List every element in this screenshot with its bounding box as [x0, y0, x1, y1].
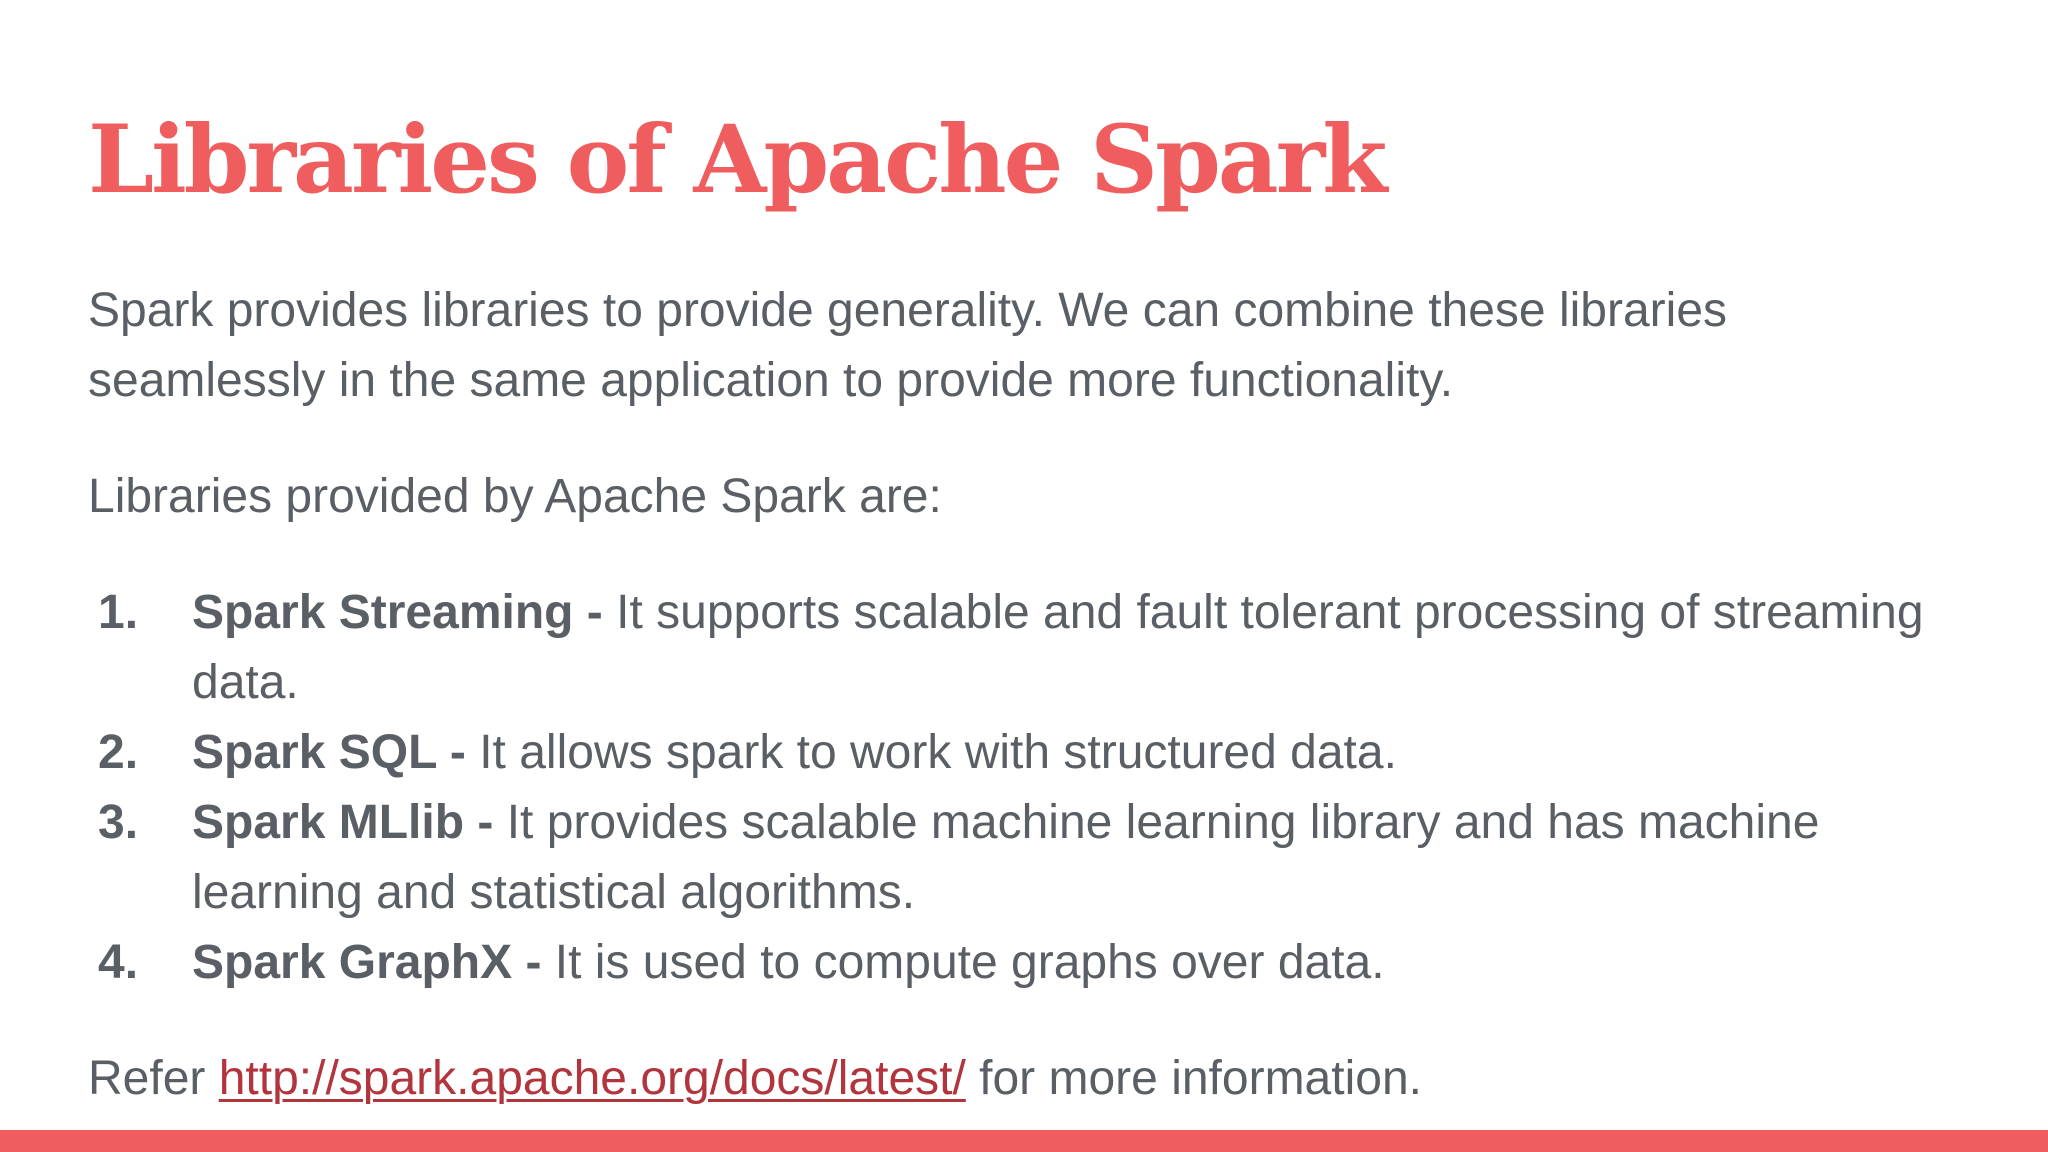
- library-description: It allows spark to work with structured data.: [465, 726, 1397, 779]
- slide-title: Libraries of Apache Spark: [88, 105, 1385, 215]
- library-name: Spark SQL -: [192, 726, 466, 779]
- list-item-number: 4.: [98, 936, 139, 989]
- refer-paragraph: [88, 1044, 1988, 1114]
- list-item-spark-graphx: [88, 928, 1972, 998]
- slide-body: [88, 276, 1988, 1114]
- refer-prefix: Refer: [88, 1052, 219, 1105]
- libraries-lead: Libraries provided by Apache Spark are:: [88, 470, 942, 523]
- library-description: It provides scalable machine learning library and has machine learning and statistical algorithms.: [192, 796, 1820, 919]
- docs-link[interactable]: http://spark.apache.org/docs/latest/: [218, 1052, 966, 1105]
- refer-suffix: for more information.: [965, 1052, 1422, 1105]
- library-description: It is used to compute graphs over data.: [541, 936, 1385, 989]
- library-name: Spark Streaming -: [192, 586, 603, 639]
- library-description: It supports scalable and fault tolerant processing of streaming data.: [192, 586, 1924, 709]
- intro-paragraph: Spark provides libraries to provide generality. We can combine these libraries seamlessly in the same application to provide more functionality.: [88, 284, 1728, 407]
- list-item-number: 3.: [98, 796, 139, 849]
- library-name: Spark GraphX -: [192, 936, 542, 989]
- list-item-spark-sql: [88, 718, 1972, 788]
- list-item-spark-mllib: [88, 788, 1972, 928]
- library-name: Spark MLlib -: [192, 796, 494, 849]
- list-item-spark-streaming: [88, 578, 1972, 718]
- list-item-number: 1.: [98, 586, 139, 639]
- libraries-list: [88, 578, 1988, 998]
- list-item-number: 2.: [98, 726, 139, 779]
- bottom-accent-bar: [0, 1130, 2048, 1152]
